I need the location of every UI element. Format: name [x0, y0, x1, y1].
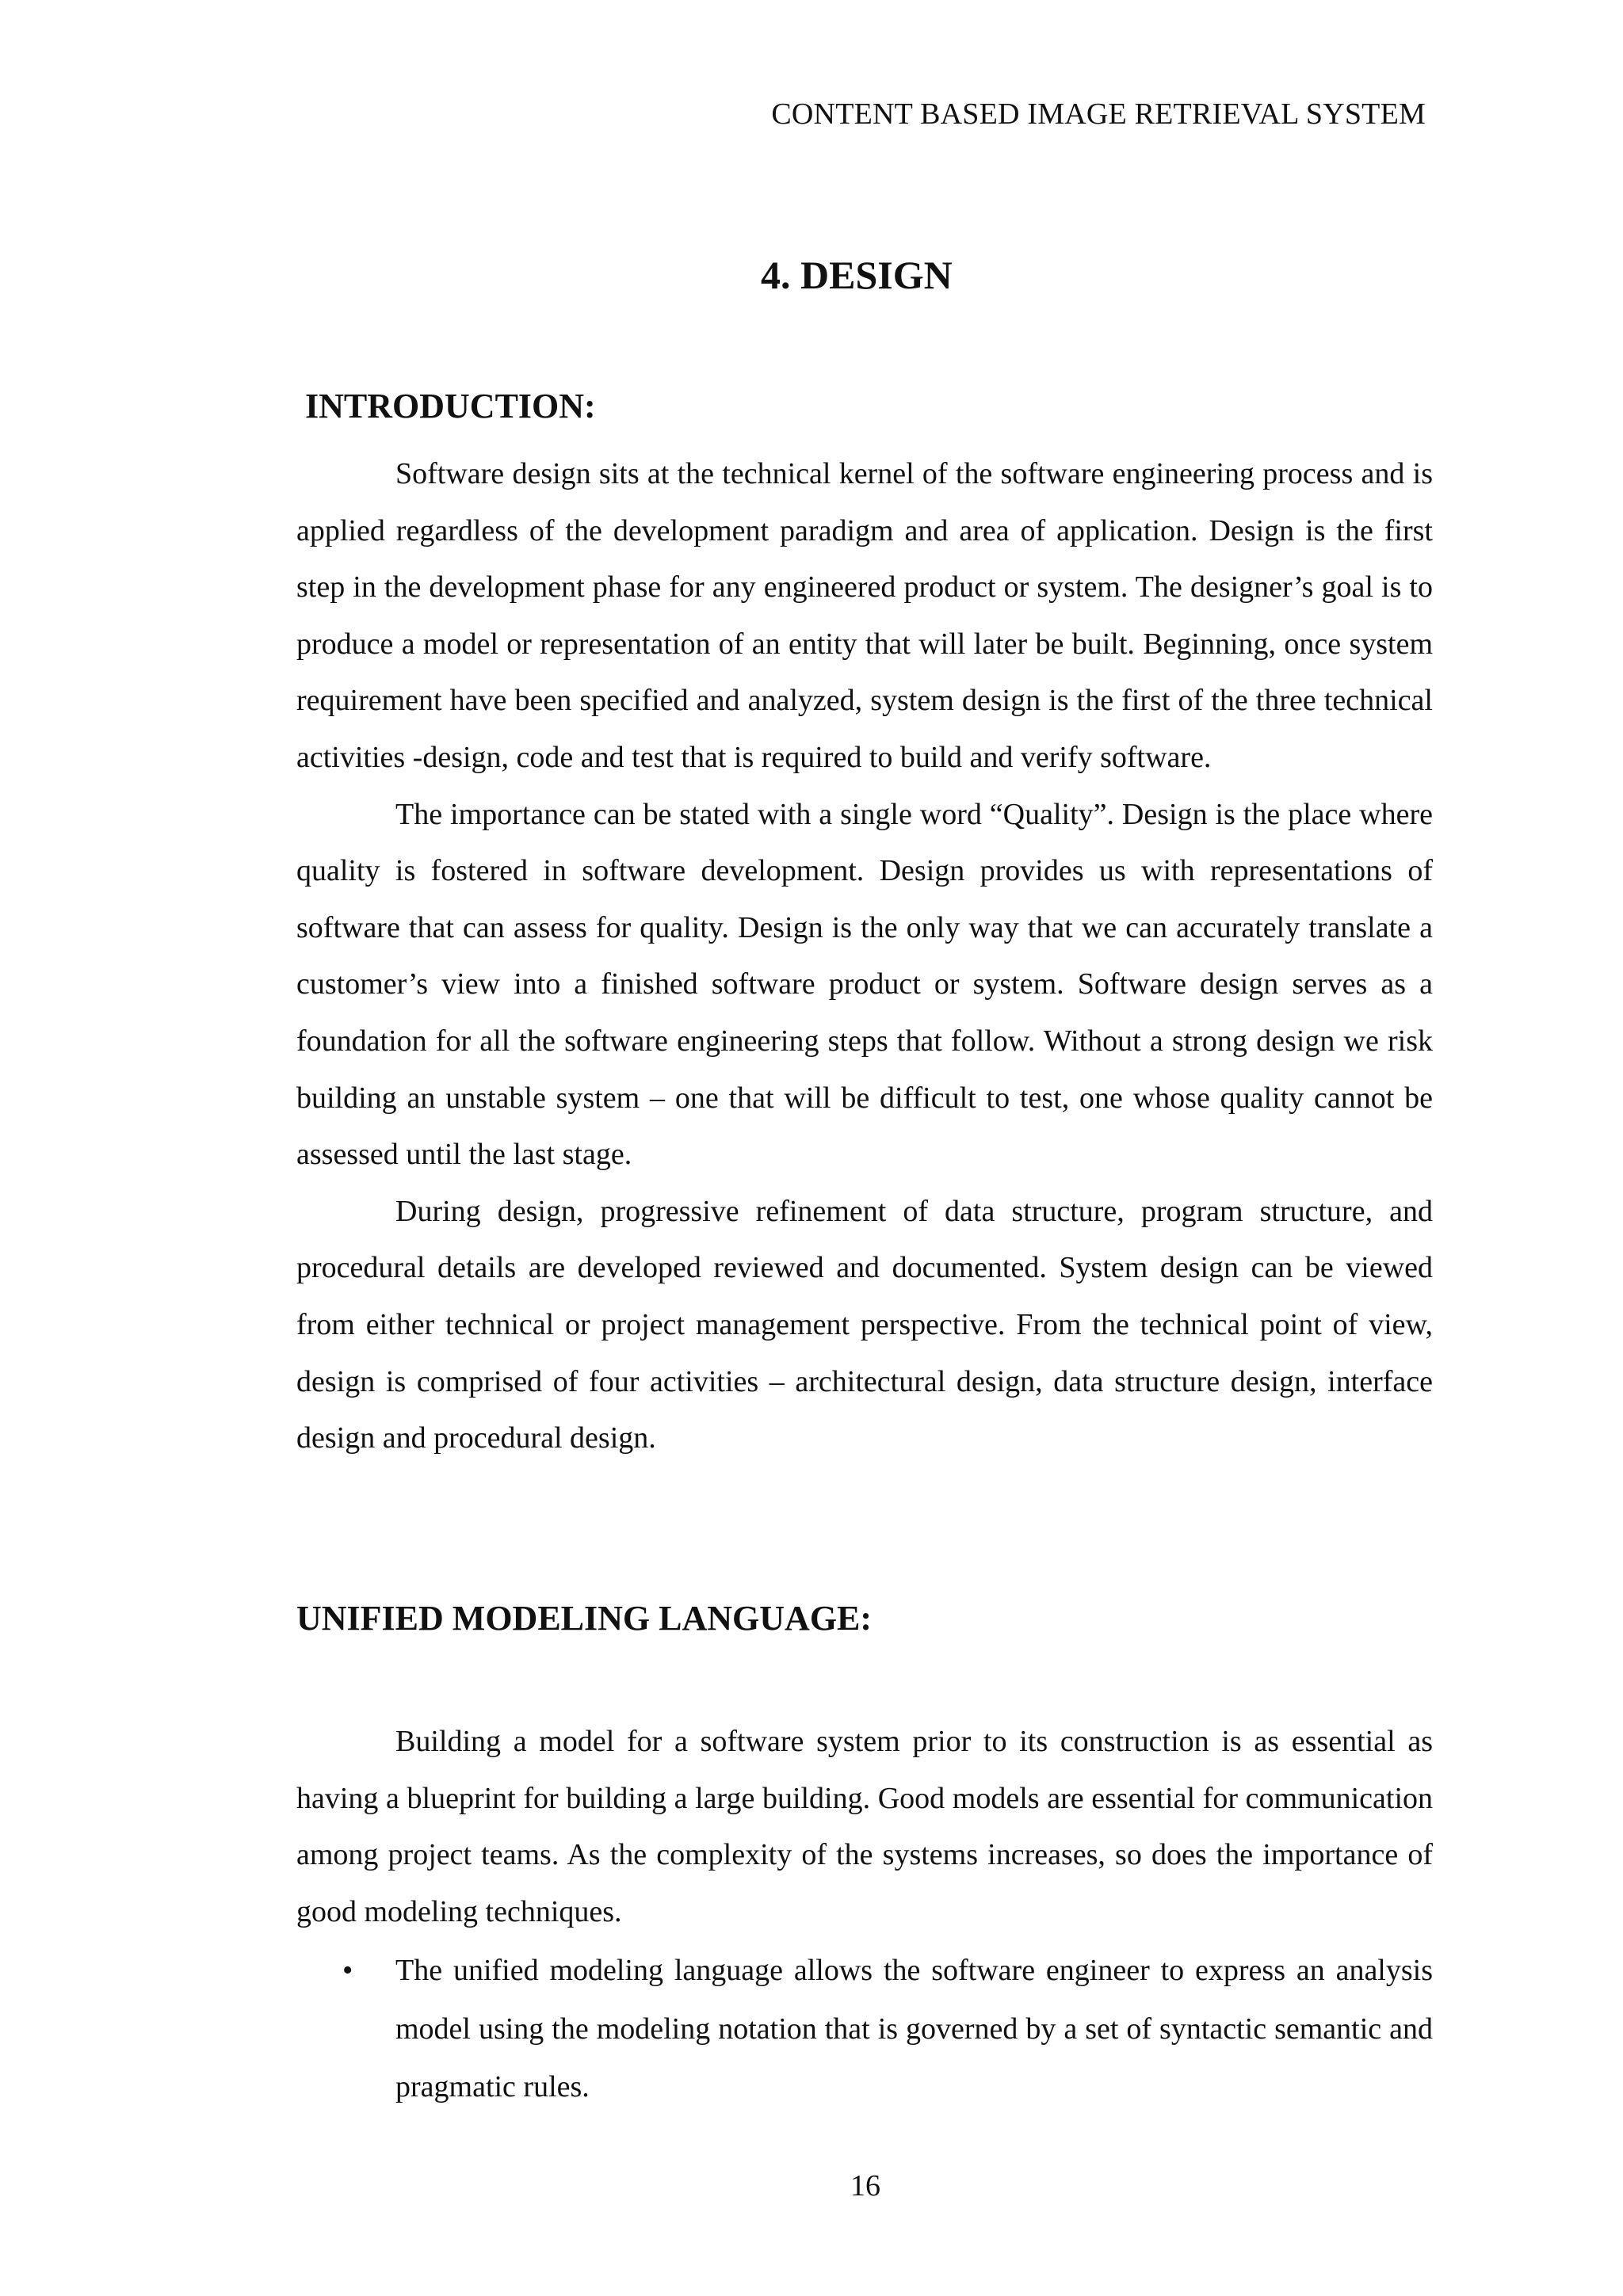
bullet-text: The unified modeling language allows the software engineer to express an analysis model using the modeling notation that is governed by a set of syntactic semantic and pragmatic rules.: [395, 1954, 1433, 2103]
list-item: [296, 1942, 1433, 2117]
chapter-title: 4. DESIGN: [761, 253, 953, 297]
paragraph: Building a model for a software system prior to its construction is as essential as having a blueprint for building a large building. Good models are essential for communication among project teams. As the complexity of the systems increases, so does the importance of good modeling techniques.: [296, 1725, 1433, 1928]
paragraph: The importance can be stated with a single word “Quality”. Design is the place where quality is fostered in software development. Design provides us with representations of software that can assess for quality. Design is the only way that we can accurately translate a customer’s view into a finished software product or system. Software design serves as a foundation for all the software engineering steps that follow. Without a strong design we risk building an unstable system – one that will be difficult to test, one whose quality cannot be assessed until the last stage.: [296, 797, 1433, 1172]
paragraph: Software design sits at the technical kernel of the software engineering process and is applied regardless of the development paradigm and area of application. Design is the first step in the development phase for any engineered product or system. The designer’s goal is to produce a model or representation of an entity that will later be built. Beginning, once system requirement have been specified and analyzed, system design is the first of the three technical activities -design, code and test that is required to build and verify software.: [296, 457, 1433, 774]
running-header: CONTENT BASED IMAGE RETRIEVAL SYSTEM: [771, 97, 1426, 131]
introduction-body: [296, 446, 1433, 1467]
paragraph: During design, progressive refinement of data structure, program structure, and procedural details are developed reviewed and documented. System design can be viewed from either technical or project management perspective. From the technical point of view, design is comprised of four activities – architectural design, data structure design, interface design and procedural design.: [296, 1194, 1433, 1455]
uml-heading: UNIFIED MODELING LANGUAGE:: [296, 1599, 873, 1638]
bullet-icon: •: [342, 1954, 353, 1987]
page-number: 16: [850, 2169, 880, 2203]
uml-body: [296, 1714, 1433, 1940]
introduction-heading: INTRODUCTION:: [305, 387, 596, 425]
uml-bullet-list: [296, 1942, 1433, 2117]
